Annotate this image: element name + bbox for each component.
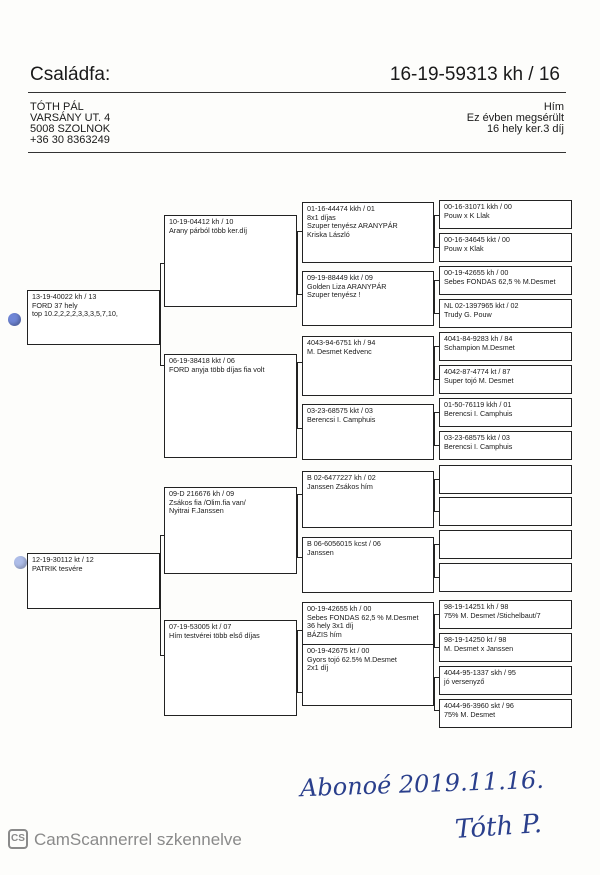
info-line: 36 hely 3x1 díj [307, 621, 354, 631]
ancestor-16 [439, 699, 572, 728]
ring-line: B 06-6056015 kcst / 06 [307, 539, 381, 548]
ring-line: 00-19-42655 kh / 00 [307, 604, 372, 613]
ancestor-9-empty [439, 465, 572, 494]
ancestor-5 [439, 332, 572, 361]
document-title: Családfa: [30, 64, 111, 85]
info-line: Kriska László [307, 229, 350, 239]
owner-street: VARSÁNY UT. 4 [30, 112, 111, 124]
owner-city: 5008 SZOLNOK [30, 123, 111, 135]
info-line: Gyors tojó 62.5% M.Desmet [307, 654, 397, 664]
info-line: Zsákos fia /Olim.fia van/ [169, 497, 246, 507]
ancestor-13 [439, 600, 572, 629]
great-grandparent-8 [302, 644, 434, 706]
ring-number: 16-19-59313 kh / 16 [389, 64, 560, 85]
info-line: Szuper tenyész ARANYPÁR [307, 221, 398, 231]
ancestor-4 [439, 299, 572, 328]
info-line: Schampion M.Desmet [444, 342, 515, 352]
owner-phone: +36 30 8363249 [30, 134, 110, 146]
info-line: Szuper tenyész ! [307, 290, 361, 300]
camscanner-logo-icon: CS [8, 829, 28, 849]
ancestor-12-empty [439, 563, 572, 592]
info-line: Nyitrai F.Janssen [169, 506, 224, 516]
ancestor-15 [439, 666, 572, 695]
ring-line: 4044-96-3960 skt / 96 [444, 701, 514, 710]
subject-info [467, 102, 564, 135]
ring-line: 00-19-42675 kt / 00 [307, 646, 370, 655]
info-line: Pouw x Klak [444, 243, 484, 253]
ring-line: 07-19-53005 kt / 07 [169, 622, 232, 631]
ring-line: 09-19-88449 kkt / 09 [307, 273, 373, 282]
ancestor-11-empty [439, 530, 572, 559]
ring-line: 00-16-34645 kkt / 00 [444, 235, 510, 244]
great-grandparent-4 [302, 404, 434, 460]
grandparent-4 [164, 620, 297, 716]
info-line: Sebes FONDAS 62,5 % M.Desmet [444, 276, 556, 286]
great-grandparent-1 [302, 202, 434, 263]
info-line: Trudy G. Pouw [444, 309, 492, 319]
grandparent-3 [164, 487, 297, 574]
ring-line: NL 02-1397965 kkt / 02 [444, 301, 519, 310]
ring-line: B 02-6477227 kh / 02 [307, 473, 376, 482]
parent-dam [27, 553, 160, 609]
owner-block [30, 102, 110, 146]
info-line: 2x1 díj [307, 663, 329, 673]
ring-line: 03-23-68575 kkt / 03 [307, 406, 373, 415]
grandparent-2 [164, 354, 297, 458]
info-line: Berencsi I. Camphuis [444, 408, 513, 418]
info-line: Berencsi I. Camphuis [307, 414, 376, 424]
ring-line: 4044-95-1337 skh / 95 [444, 668, 516, 677]
info-line: Pouw x K Llak [444, 210, 490, 220]
info-line: Janssen Zsákos hím [307, 481, 373, 491]
info-line: PATRIK tesvére [32, 563, 83, 573]
info-line: FORD 37 hely [32, 300, 78, 310]
ancestor-1 [439, 200, 572, 229]
owner-name: TÓTH PÁL [30, 101, 84, 113]
hole-marker-sire [8, 313, 21, 326]
ring-line: 4043-94-6751 kh / 94 [307, 338, 376, 347]
grandparent-1 [164, 215, 297, 307]
info-line: jó versenyző [444, 676, 485, 686]
great-grandparent-3 [302, 336, 434, 396]
ring-line: 00-16-31071 kkh / 00 [444, 202, 512, 211]
info-line: Golden Liza ARANYPÁR [307, 281, 387, 291]
parent-sire [27, 290, 160, 345]
great-grandparent-2 [302, 271, 434, 326]
info-line: 75% M. Desmet /Stichelbaut/7 [444, 610, 541, 620]
ring-line: 12-19-30112 kt / 12 [32, 555, 94, 564]
info-line: Janssen [307, 547, 334, 557]
info-line: M. Desmet x Janssen [444, 643, 514, 653]
ancestor-7 [439, 398, 572, 427]
ancestor-2 [439, 233, 572, 262]
subject-result: 16 hely ker.3 díj [486, 123, 564, 135]
ancestor-3 [439, 266, 572, 295]
ring-line: 10-19-04412 kh / 10 [169, 217, 234, 226]
ring-line: 98-19-14250 kt / 98 [444, 635, 507, 644]
great-grandparent-6 [302, 537, 434, 593]
info-line: Hím testvérei több első díjas [169, 630, 260, 640]
info-line: Super tojó M. Desmet [444, 375, 514, 385]
header-rule-top [28, 92, 566, 93]
ring-line: 4042-87-4774 kt / 87 [444, 367, 511, 376]
hole-marker-dam [14, 556, 27, 569]
info-line: FORD anyja több díjas fia volt [169, 364, 265, 374]
info-line: 75% M. Desmet [444, 709, 496, 719]
ring-line: 98-19-14251 kh / 98 [444, 602, 509, 611]
ring-line: 06-19-38418 kkt / 06 [169, 356, 235, 365]
info-line: top 10.2,2,2,2,3,3,3,5,7,10, [32, 309, 118, 319]
handwritten-place-date: Abonoé 2019.11.16. [299, 765, 545, 803]
info-line: Arany párból több ker.díj [169, 225, 247, 235]
ancestor-14 [439, 633, 572, 662]
info-line: Sebes FONDAS 62,5 % M.Desmet [307, 612, 419, 622]
ring-line: 09-D 216676 kh / 09 [169, 489, 235, 498]
ring-line: 4041-84-9283 kh / 84 [444, 334, 513, 343]
ancestor-6 [439, 365, 572, 394]
info-line: BÁZIS hím [307, 629, 342, 639]
header-rule-bottom [28, 152, 566, 153]
great-grandparent-5 [302, 471, 434, 528]
info-line: M. Desmet Kedvenc [307, 346, 372, 356]
footer-watermark: CamScannerrel szkennelve [34, 830, 242, 849]
info-line: 8x1 díjas [307, 212, 336, 222]
ring-line: 01-50-76119 kkh / 01 [444, 400, 512, 409]
ancestor-8 [439, 431, 572, 460]
ring-line: 01-16-44474 kkh / 01 [307, 204, 375, 213]
ring-line: 13-19-40022 kh / 13 [32, 292, 97, 301]
handwritten-signature: Tóth P. [454, 809, 543, 845]
info-line: Berencsi I. Camphuis [444, 441, 513, 451]
subject-note: Ez évben megsérült [466, 112, 564, 124]
ring-line: 03-23-68575 kkt / 03 [444, 433, 510, 442]
subject-sex: Hím [543, 101, 564, 113]
ring-line: 00-19-42655 kh / 00 [444, 268, 509, 277]
ancestor-10-empty [439, 497, 572, 526]
